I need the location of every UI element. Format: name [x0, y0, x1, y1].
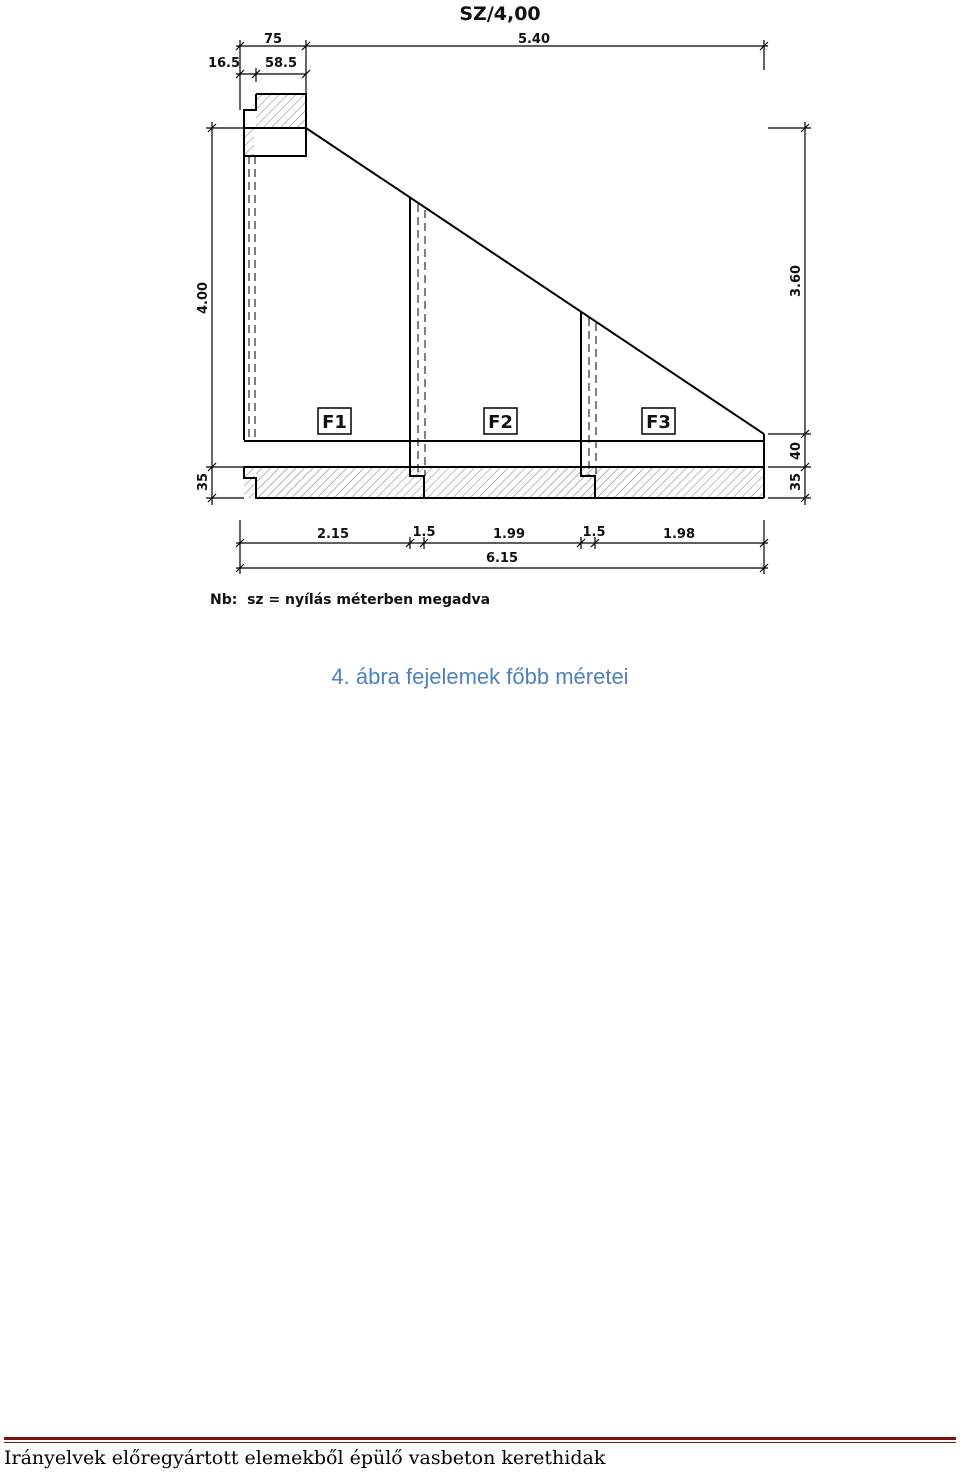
dim-165: 16.5 — [207, 56, 241, 71]
dim-199: 1.99 — [492, 527, 526, 542]
hatched-regions — [244, 94, 764, 498]
dim-585: 58.5 — [264, 56, 298, 71]
dim-35-right: 35 — [789, 472, 804, 492]
figure-caption: 4. ábra fejelemek főbb méretei — [331, 664, 629, 689]
drawing-note: Nb: sz = nyílás méterben megadva — [210, 592, 491, 608]
dim-198: 1.98 — [662, 527, 696, 542]
technical-drawing — [0, 0, 960, 640]
dim-400: 4.00 — [196, 281, 211, 315]
dim-15-second: 1.5 — [582, 525, 606, 540]
dim-35-left: 35 — [196, 472, 211, 492]
label-f3: F3 — [646, 412, 671, 433]
footer-rule-thin — [4, 1442, 956, 1443]
dim-15-first: 1.5 — [412, 525, 436, 540]
structure-outline — [244, 94, 764, 498]
dim-540: 5.40 — [517, 32, 551, 47]
left-dimension-lines — [206, 122, 244, 505]
label-f1: F1 — [322, 412, 347, 433]
footer-rule-thick — [4, 1437, 956, 1440]
dim-360: 3.60 — [789, 264, 804, 298]
drawing-title: SZ/4,00 — [459, 3, 541, 25]
top-dimension-lines — [236, 40, 768, 110]
page-footer: Irányelvek előregyártott elemekből épülő vasbeton kerethidak — [4, 1447, 606, 1469]
dim-215: 2.15 — [316, 527, 350, 542]
dim-75: 75 — [263, 32, 283, 47]
dashed-lines — [249, 156, 596, 476]
dim-40-right: 40 — [789, 441, 804, 461]
dim-615: 6.15 — [485, 551, 519, 566]
label-f2: F2 — [488, 412, 513, 433]
